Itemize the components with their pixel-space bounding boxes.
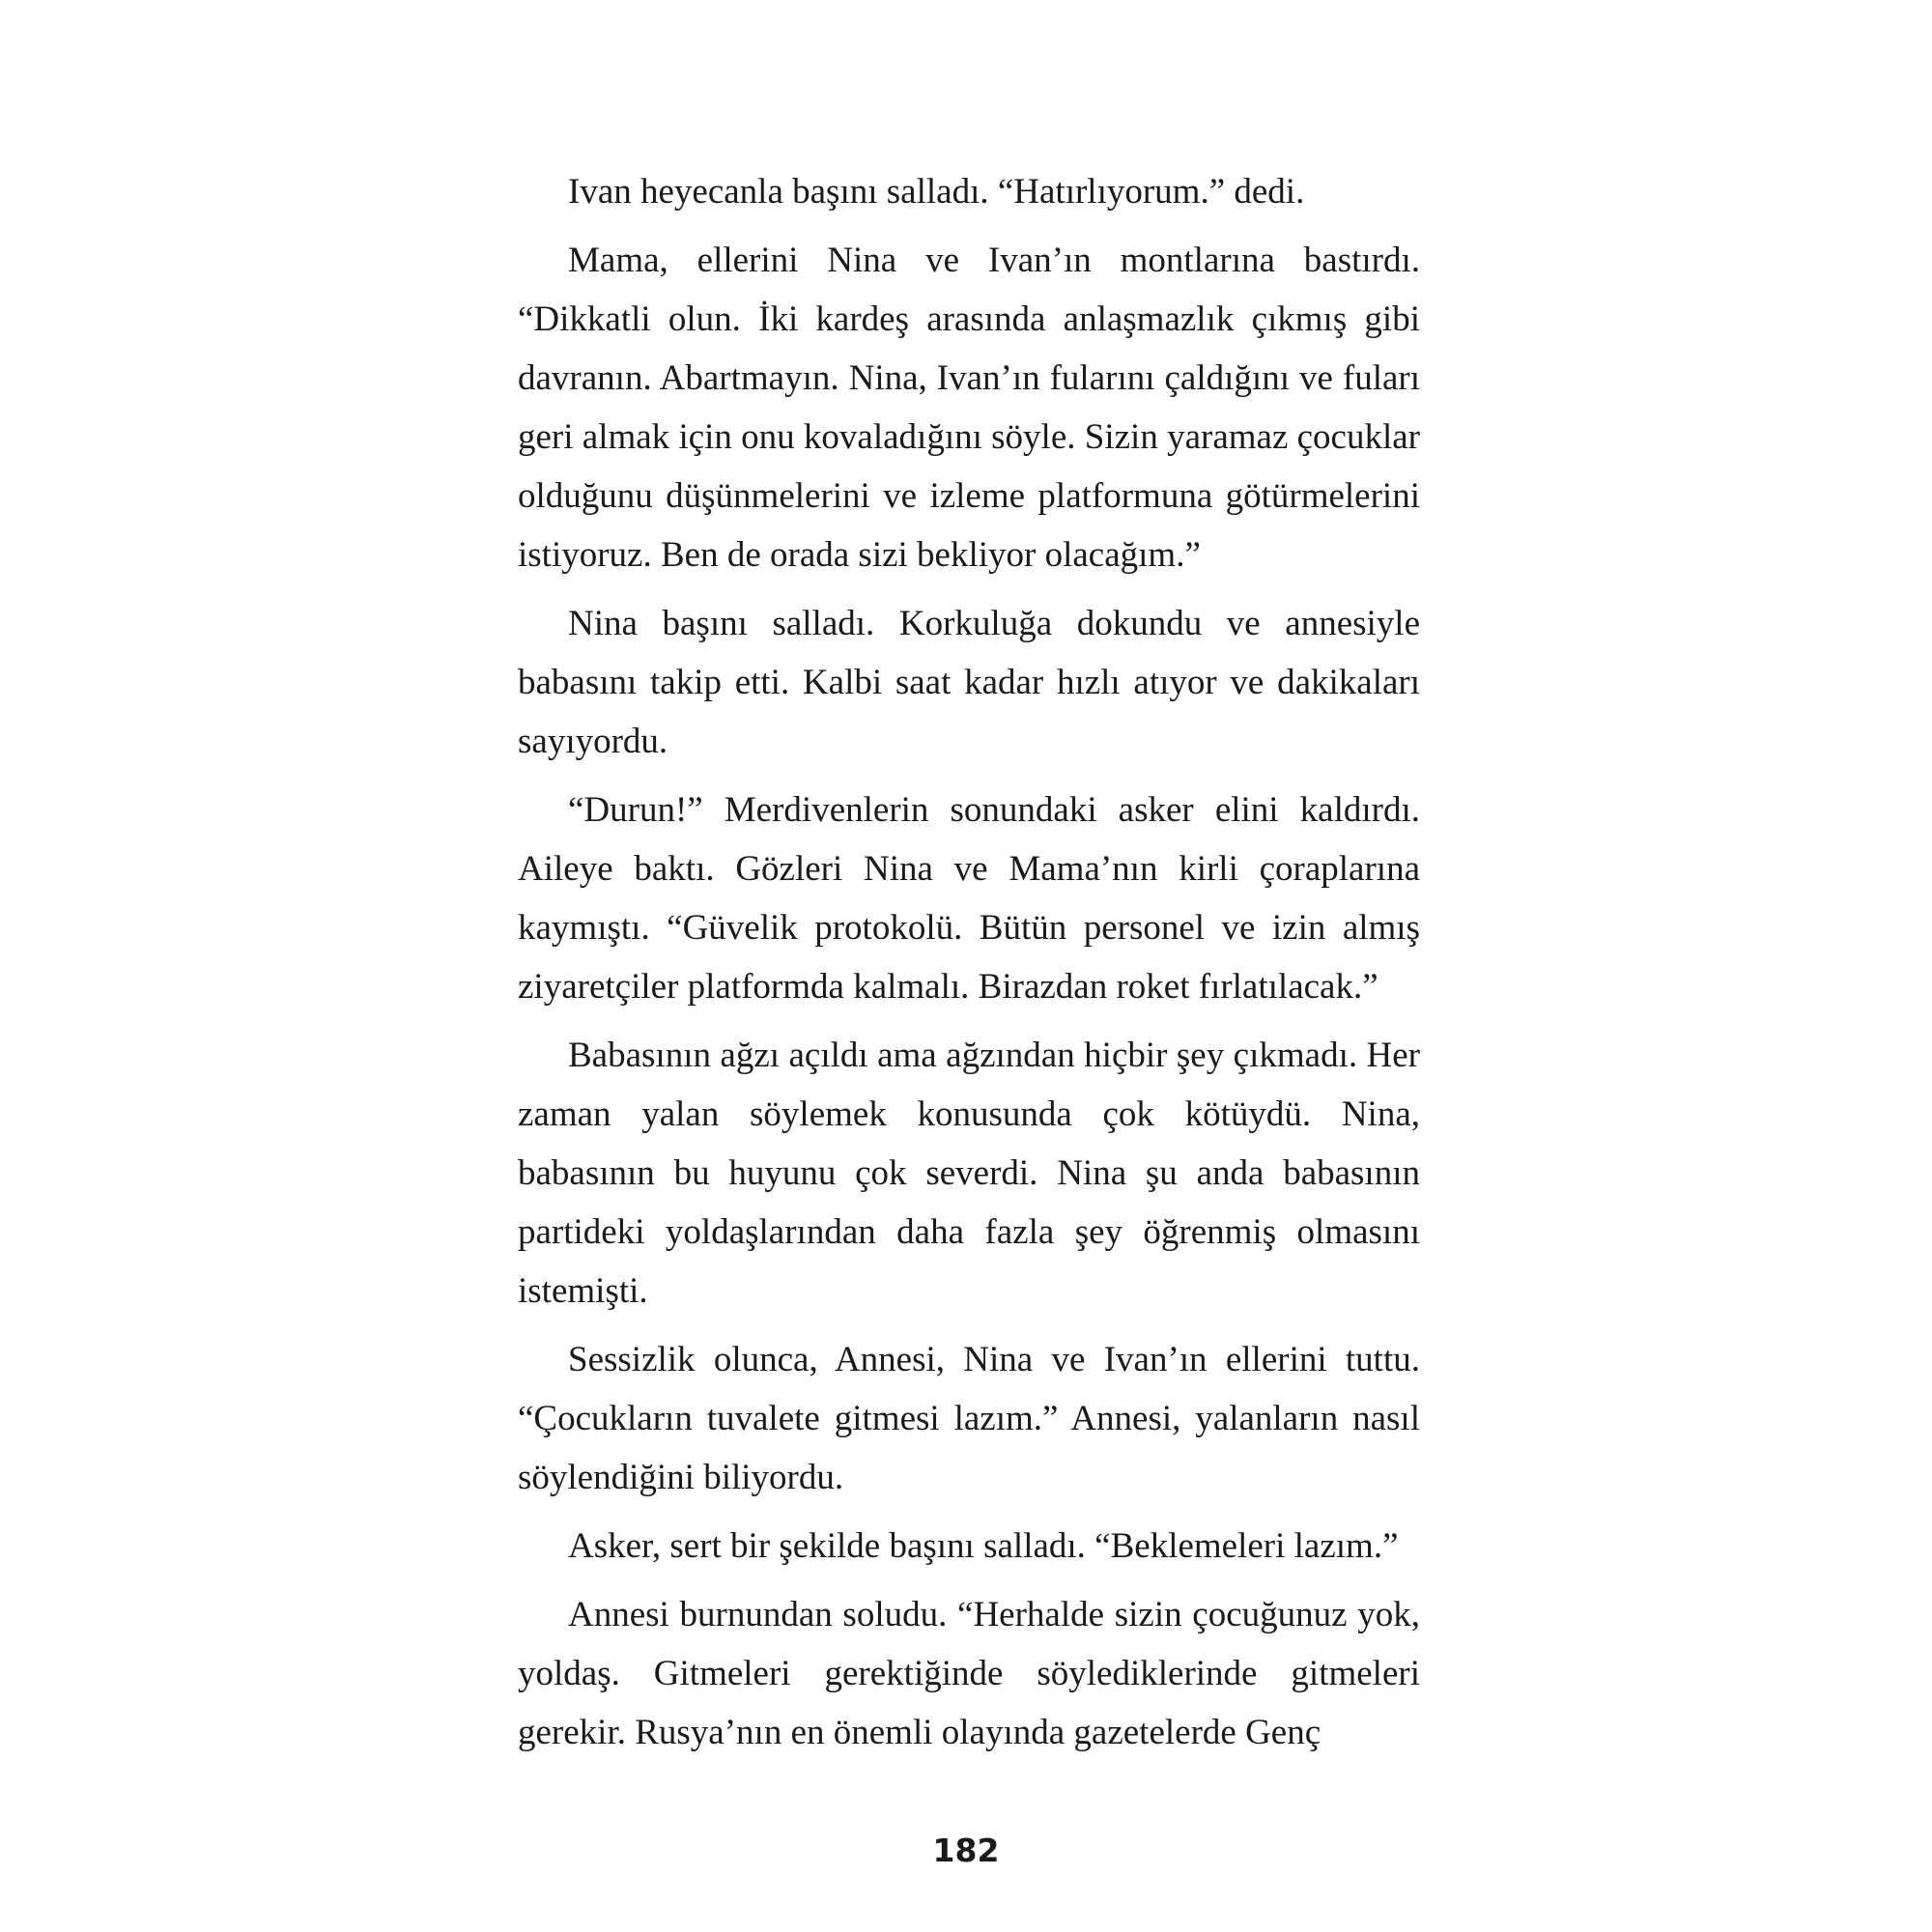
- paragraph-8: Annesi burnundan soludu. “Herhalde sizin çocuğunuz yok, yoldaş. Gitmeleri gerektiğinde söylediklerinde gitmeleri gerekir. Rusya’nın en önemli olayında gazetelerde Genç: [518, 1595, 1420, 1752]
- paragraph-5: Babasının ağzı açıldı ama ağzından hiçbir şey çıkmadı. Her zaman yalan söylemek konusunda çok kötüydü. Nina, babasının bu huyunu çok severdi. Nina şu anda babasının partideki yoldaşlarından daha fazla şey öğrenmiş olmasını istemişti.: [518, 1036, 1420, 1311]
- paragraph-3: Nina başını salladı. Korkuluğa dokundu ve annesiyle babasını takip etti. Kalbi saat kadar hızlı atıyor ve dakikaları sayıyordu.: [518, 604, 1420, 761]
- book-page-text: [518, 162, 1420, 1772]
- page-number: 182: [932, 1832, 1000, 1869]
- paragraph-1: Ivan heyecanla başını salladı. “Hatırlıyorum.” dedi.: [568, 172, 1305, 212]
- paragraph-7: Asker, sert bir şekilde başını salladı. “Beklemeleri lazım.”: [568, 1526, 1399, 1566]
- paragraph-4: “Durun!” Merdivenlerin sonundaki asker elini kaldırdı. Aileye baktı. Gözleri Nina ve Mama’nın kirli çoraplarına kaymıştı. “Güvelik protokolü. Bütün personel ve izin almış ziyaretçiler platformda kalmalı. Birazdan roket fırlatılacak.”: [518, 790, 1420, 1007]
- paragraph-6: Sessizlik olunca, Annesi, Nina ve Ivan’ın ellerini tuttu. “Çocukların tuvalete gitmesi lazım.” Annesi, yalanların nasıl söylendiğini biliyordu.: [518, 1340, 1420, 1497]
- paragraph-2: Mama, ellerini Nina ve Ivan’ın montlarına bastırdı. “Dikkatli olun. İki kardeş arasında anlaşmazlık çıkmış gibi davranın. Abartmayın. Nina, Ivan’ın fularını çaldığını ve fuları geri almak için onu kovaladığını söyle. Sizin yaramaz çocuklar olduğunu düşünmelerini ve izleme platformuna götürmelerini istiyoruz. Ben de orada sizi bekliyor olacağım.”: [518, 241, 1420, 575]
